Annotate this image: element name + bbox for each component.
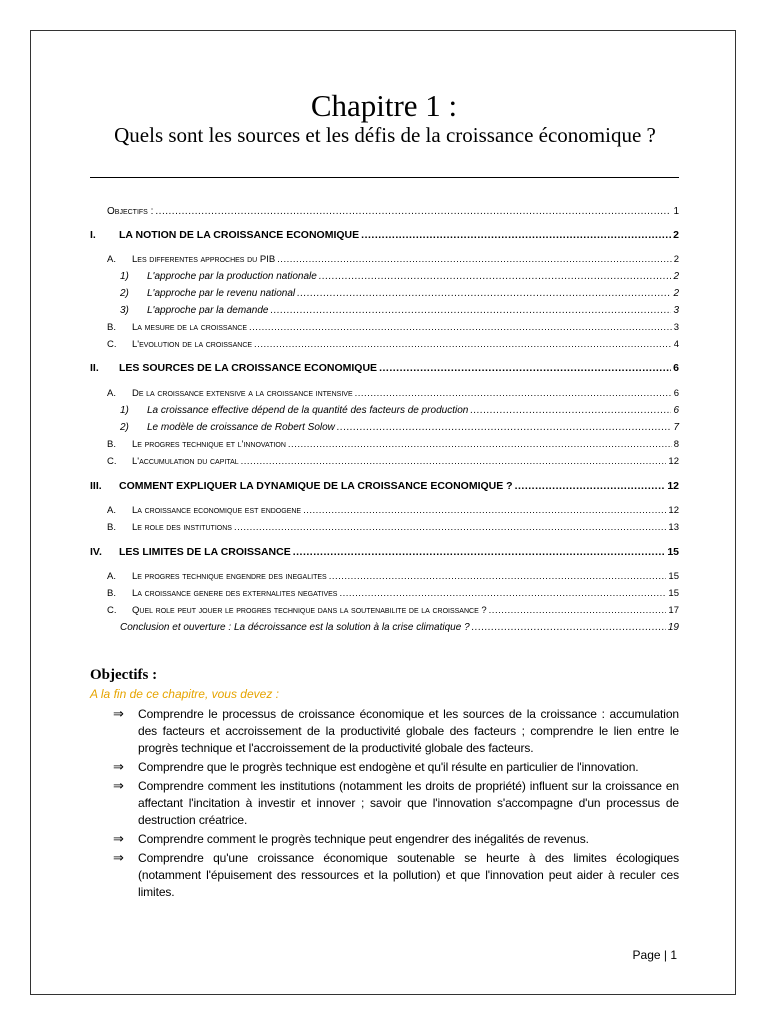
toc-dot-leader (249, 322, 672, 333)
objective-item (113, 706, 679, 757)
toc-entry-number: I. (90, 229, 96, 241)
toc-entry-number: B. (107, 522, 116, 533)
toc-entry[interactable] (120, 422, 679, 438)
toc-entry[interactable] (107, 605, 679, 621)
toc-entry-number: II. (90, 362, 99, 374)
toc-entry-title: COMMENT EXPLIQUER LA DYNAMIQUE DE LA CROISSANCE ECONOMIQUE ? (119, 480, 513, 492)
toc-entry-page: 8 (673, 439, 679, 450)
toc-entry[interactable] (120, 305, 679, 321)
toc-entry-number: A. (107, 571, 116, 582)
toc-entry-title: L'approche par le revenu national (147, 288, 296, 299)
toc-entry-page: 17 (668, 605, 679, 616)
toc-entry-number: A. (107, 254, 116, 265)
toc-entry[interactable] (107, 588, 679, 604)
double-arrow-icon: ⇒ (113, 779, 124, 794)
toc-entry-number: III. (90, 480, 102, 492)
toc-dot-leader (379, 362, 671, 374)
toc-dot-leader (319, 271, 672, 282)
objective-text: Comprendre que le progrès technique est endogène et qu'il résulte en particulier de l'innovation. (138, 760, 639, 774)
toc-dot-leader (234, 522, 666, 533)
toc-entry-title: Quel role peut jouer le progres technique dans la soutenabilite de la croissance ? (132, 605, 487, 616)
toc-entry[interactable] (107, 505, 679, 521)
chapter-subtitle: Quels sont les sources et les défis de la croissance économique ? (114, 123, 656, 147)
double-arrow-icon: ⇒ (113, 707, 124, 722)
toc-entry-page: 2 (673, 271, 679, 282)
toc-entry-number: B. (107, 322, 116, 333)
toc-entry-number: IV. (90, 546, 102, 558)
toc-entry[interactable] (90, 362, 679, 378)
toc-dot-leader (355, 388, 672, 399)
toc-dot-leader (339, 588, 666, 599)
toc-dot-leader (293, 546, 666, 558)
toc-dot-leader (254, 339, 672, 350)
page-number: Page | 1 (632, 948, 677, 962)
toc-entry-title: La croissance genere des externalites negatives (132, 588, 338, 599)
toc-dot-leader (361, 229, 671, 241)
toc-entry-title: Le role des institutions (132, 522, 232, 533)
toc-dot-leader (288, 439, 672, 450)
double-arrow-icon: ⇒ (113, 851, 124, 866)
objective-text: Comprendre comment le progrès technique peut engendrer des inégalités de revenus. (138, 832, 589, 846)
objective-item (113, 759, 679, 776)
toc-entry-title: Objectifs : (107, 206, 154, 217)
toc-entry-page: 4 (673, 339, 679, 350)
toc-entry-title: L'evolution de la croissance (132, 339, 253, 350)
toc-dot-leader (329, 571, 667, 582)
toc-entry-page: 12 (668, 505, 679, 516)
toc-dot-leader (270, 305, 671, 316)
toc-entry-page: 7 (673, 422, 679, 433)
toc-entry-title: Les differentes approches du PIB (132, 254, 276, 265)
toc-entry-page: 2 (673, 288, 679, 299)
toc-dot-leader (472, 622, 666, 633)
toc-dot-leader (277, 254, 672, 265)
toc-entry-title: L'approche par la production nationale (147, 271, 317, 282)
toc-entry-page: 19 (667, 622, 679, 633)
toc-entry-page: 3 (673, 322, 679, 333)
toc-entry-page: 3 (673, 305, 679, 316)
double-arrow-icon: ⇒ (113, 832, 124, 847)
toc-entry-title: L'approche par la demande (147, 305, 269, 316)
objective-text: Comprendre comment les institutions (notamment les droits de propriété) influent sur la croissance en affectant l'incitation à investir et innover ; savoir que l'innovation s'accompagne d'un processus de destruction créatrice. (138, 779, 679, 827)
toc-entry-title: De la croissance extensive a la croissance intensive (132, 388, 353, 399)
toc-dot-leader (241, 456, 667, 467)
toc-entry-page: 15 (668, 588, 679, 599)
toc-entry-page: 12 (668, 456, 679, 467)
objective-text: Comprendre le processus de croissance économique et les sources de la croissance : accumulation des facteurs et accroissement de la productivité globale des facteurs ; comprendre le lien entre le progrès technique et l'accroissement de la productivité globale des facteurs. (138, 707, 679, 755)
toc-entry-page: 12 (667, 480, 679, 492)
toc-entry-number: 2) (120, 288, 129, 299)
toc-entry-title: Conclusion et ouverture : La décroissance est la solution à la crise climatique ? (120, 622, 470, 633)
toc-entry[interactable] (107, 522, 679, 538)
toc-entry[interactable] (107, 456, 679, 472)
objective-text: Comprendre qu'une croissance économique soutenable se heurte à des limites écologiques (notamment l'épuisement des ressources et la pollution) et que l'innovation peut aider à reculer ces limites. (138, 851, 679, 899)
toc-dot-leader (155, 206, 671, 217)
toc-entry[interactable] (120, 405, 679, 421)
toc-entry-title: Le progres technique et l'innovation (132, 439, 286, 450)
objectives-list (113, 706, 679, 903)
toc-entry-page: 15 (667, 546, 679, 558)
toc-entry[interactable] (107, 388, 679, 404)
toc-entry-number: 1) (120, 405, 129, 416)
toc-entry-number: C. (107, 605, 117, 616)
toc-dot-leader (297, 288, 671, 299)
toc-entry-page: 15 (668, 571, 679, 582)
toc-entry-number: 1) (120, 271, 129, 282)
toc-entry-number: 3) (120, 305, 129, 316)
toc-entry[interactable] (107, 206, 679, 222)
toc-entry[interactable] (90, 546, 679, 562)
toc-dot-leader (470, 405, 671, 416)
chapter-title: Chapitre 1 : (310, 88, 458, 123)
toc-entry-page: 1 (673, 206, 679, 217)
toc-entry-number: A. (107, 388, 116, 399)
toc-entry[interactable] (120, 288, 679, 304)
toc-dot-leader (515, 480, 666, 492)
toc-entry[interactable] (107, 571, 679, 587)
toc-entry[interactable] (107, 339, 679, 355)
toc-entry-page: 6 (673, 362, 679, 374)
toc-entry-number: 2) (120, 422, 129, 433)
toc-entry-page: 6 (673, 388, 679, 399)
toc-entry[interactable] (107, 254, 679, 270)
toc-entry-number: B. (107, 439, 116, 450)
objective-item (113, 831, 679, 848)
toc-entry-number: C. (107, 339, 117, 350)
objective-item (113, 850, 679, 901)
toc-entry-title: La croissance effective dépend de la quantité des facteurs de production (147, 405, 469, 416)
toc-dot-leader (489, 605, 667, 616)
toc-entry-number: C. (107, 456, 117, 467)
toc-entry[interactable] (107, 439, 679, 455)
toc-entry-title: Le progres technique engendre des inegalites (132, 571, 327, 582)
toc-entry-page: 6 (673, 405, 679, 416)
toc-entry-title: La mesure de la croissance (132, 322, 248, 333)
toc-entry-title: Le modèle de croissance de Robert Solow (147, 422, 335, 433)
toc-entry-page: 2 (673, 229, 679, 241)
toc-entry-title: LES LIMITES DE LA CROISSANCE (119, 546, 291, 558)
toc-entry[interactable] (120, 622, 679, 638)
toc-entry-page: 2 (673, 254, 679, 265)
title-divider (90, 177, 679, 178)
toc-entry-title: LA NOTION DE LA CROISSANCE ECONOMIQUE (119, 229, 360, 241)
objective-item (113, 778, 679, 829)
toc-entry[interactable] (90, 480, 679, 496)
toc-entry-number: B. (107, 588, 116, 599)
toc-dot-leader (337, 422, 672, 433)
toc-entry[interactable] (107, 322, 679, 338)
toc-entry-page: 13 (668, 522, 679, 533)
toc-entry-title: La croissance economique est endogene (132, 505, 302, 516)
double-arrow-icon: ⇒ (113, 760, 124, 775)
toc-dot-leader (303, 505, 666, 516)
toc-entry-title: L'accumulation du capital (132, 456, 239, 467)
toc-entry[interactable] (120, 271, 679, 287)
toc-entry[interactable] (90, 229, 679, 245)
toc-entry-number: A. (107, 505, 116, 516)
objectives-heading: Objectifs : (90, 667, 158, 683)
objectives-intro: A la fin de ce chapitre, vous devez : (90, 687, 279, 701)
toc-entry-title: LES SOURCES DE LA CROISSANCE ECONOMIQUE (119, 362, 378, 374)
